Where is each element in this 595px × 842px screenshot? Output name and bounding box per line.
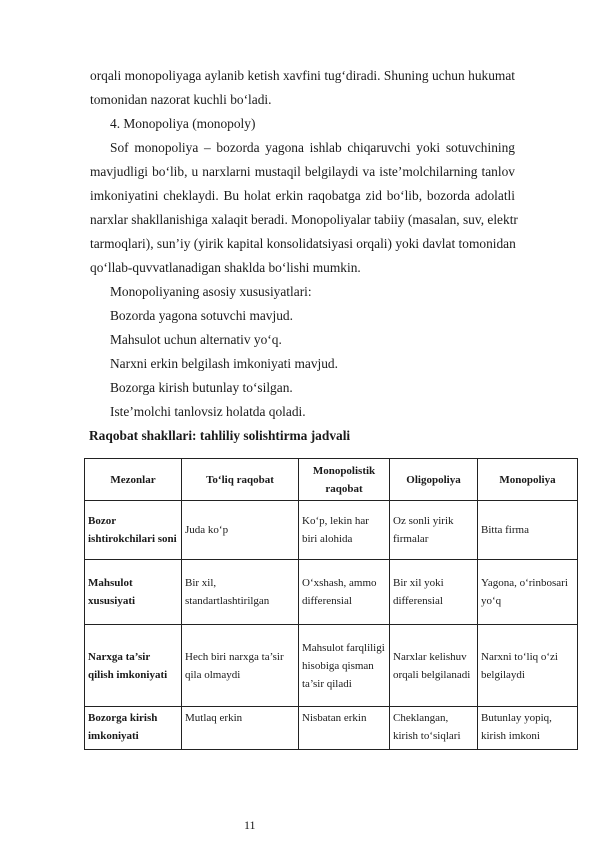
list-item: Mahsulot uchun alternativ yo‘q. [110,332,282,347]
paragraph-line: imkoniyatini cheklaydi. Bu holat erkin raqobatga zid bo‘lib, bozorda adolatli [90,188,515,203]
paragraph-line: tarmoqlari), sun’iy (yirik kapital konsolidatsiyasi orqali) yoki davlat tomonidan [90,236,516,251]
header-cell: Mezonlar [85,459,182,501]
row-header-cell: Mahsulot xususiyati [85,560,182,625]
table-cell: Narxni to‘liq o‘zi belgilaydi [478,625,578,707]
row-header-cell: Bozor ishtirokchilari soni [85,501,182,560]
paragraph-line: mavjudligi bo‘lib, u narxlarni mustaqil belgilaydi va iste’molchilarning tanlov [90,164,515,179]
table-title: Raqobat shakllari: tahliliy solishtirma jadvali [89,428,351,443]
list-item: Bozorda yagona sotuvchi mavjud. [110,308,293,323]
table-cell: Narxlar kelishuv orqali belgilanadi [390,625,478,707]
paragraph-line: tomonidan nazorat kuchli bo‘ladi. [90,92,272,107]
header-cell: Monopolistik raqobat [299,459,390,501]
section-heading: 4. Monopoliya (monopoly) [110,116,256,131]
table-header-row [85,459,578,501]
table-row [85,707,578,750]
table-row [85,625,578,707]
table-cell: Oz sonli yirik firmalar [390,501,478,560]
table-cell: Bir xil yoki differensial [390,560,478,625]
list-item: Bozorga kirish butunlay to‘silgan. [110,380,293,395]
table-cell: O‘xshash, ammo differensial [299,560,390,625]
table-row [85,501,578,560]
table-cell: Butunlay yopiq, kirish imkoni [478,707,578,750]
header-cell: To‘liq raqobat [182,459,299,501]
table-cell: Mutlaq erkin [182,707,299,750]
table-cell: Bir xil, standartlashtirilgan [182,560,299,625]
row-header-cell: Bozorga kirish imkoniyati [85,707,182,750]
list-item: Narxni erkin belgilash imkoniyati mavjud. [110,356,338,371]
table-cell: Nisbatan erkin [299,707,390,750]
table-cell: Ko‘p, lekin har biri alohida [299,501,390,560]
table-cell: Juda ko‘p [182,501,299,560]
row-header-cell: Narxga ta’sir qilish imkoniyati [85,625,182,707]
paragraph-line: qo‘llab-quvvatlanadigan shaklda bo‘lishi mumkin. [90,260,361,275]
paragraph-line: orqali monopoliyaga aylanib ketish xavfini tug‘diradi. Shuning uchun hukumat [90,68,515,83]
list-heading: Monopoliyaning asosiy xususiyatlari: [110,284,312,299]
paragraph-line: narxlar shakllanishiga xalaqit beradi. Monopoliyalar tabiiy (masalan, suv, elektr [90,212,518,227]
comparison-table [84,458,578,750]
table-row [85,560,578,625]
table-cell: Hech biri narxga ta’sir qila olmaydi [182,625,299,707]
header-cell: Monopoliya [478,459,578,501]
table-cell: Mahsulot farqliligi hisobiga qisman ta’sir qiladi [299,625,390,707]
page-number: 11 [244,818,256,832]
table-cell: Yagona, o‘rinbosari yo‘q [478,560,578,625]
header-cell: Oligopoliya [390,459,478,501]
table-cell: Bitta firma [478,501,578,560]
list-item: Iste’molchi tanlovsiz holatda qoladi. [110,404,306,419]
table-cell: Cheklangan, kirish to‘siqlari [390,707,478,750]
paragraph-line: Sof monopoliya – bozorda yagona ishlab chiqaruvchi yoki sotuvchining [110,140,515,155]
